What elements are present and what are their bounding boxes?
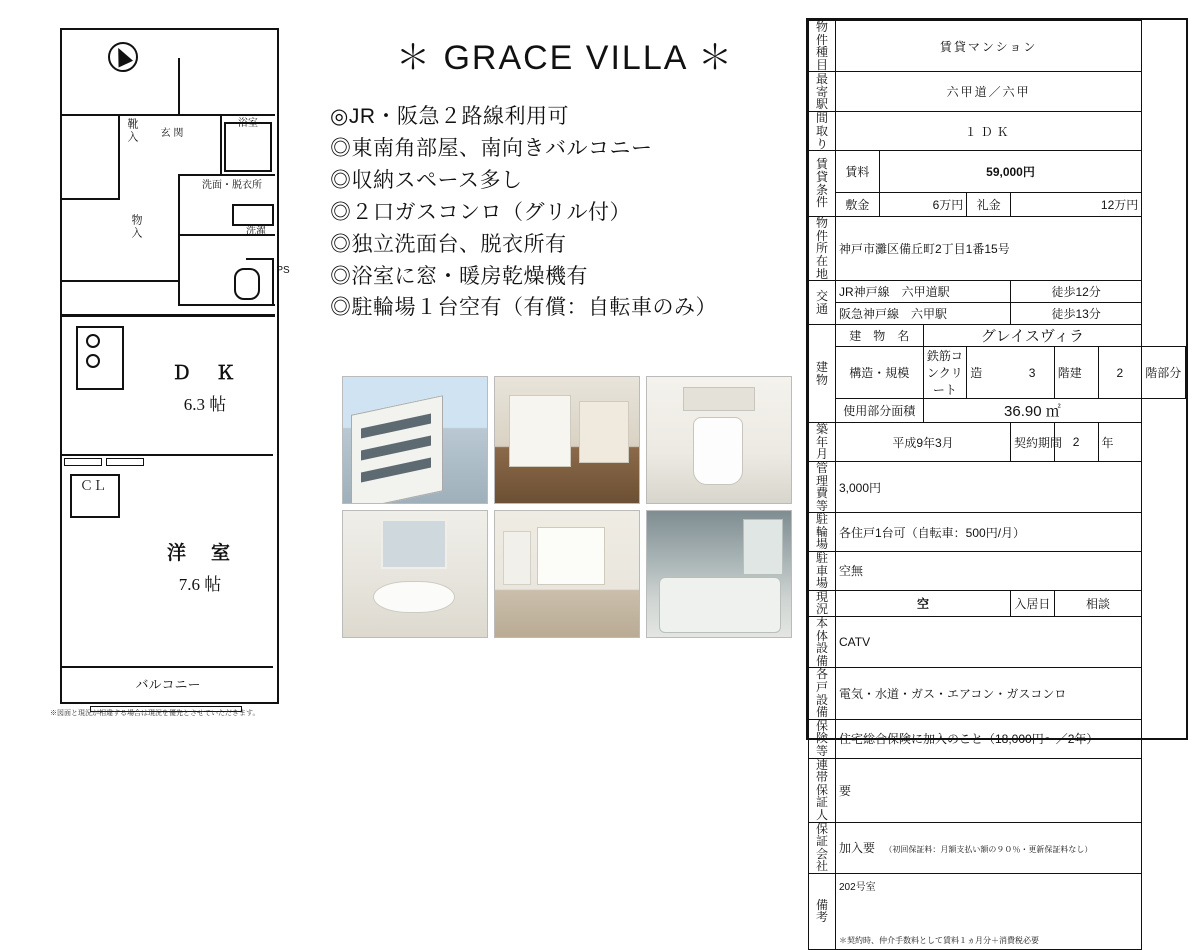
wall [178, 58, 180, 116]
wall [178, 304, 275, 306]
toilet-photo [646, 376, 792, 504]
wall [62, 454, 273, 456]
label-insurance: 保 険 等 [809, 719, 836, 758]
page-title: ＊ GRACE VILLA ＊ [396, 39, 734, 77]
room-western-name: 洋 室 [166, 543, 233, 564]
value-rent: 59,000円 [879, 151, 1142, 193]
value-property-type: 賃貸マンション [836, 21, 1142, 72]
washer-label: 洗濯 [246, 226, 266, 237]
feature-item: ◎独立洗面台、脱衣所有 [330, 232, 567, 256]
living-room-photo [494, 510, 640, 638]
value-insurance: 住宅総合保険に加入のこと（18,000円～／2年） [836, 719, 1142, 758]
label-contract-term: 契約期間 [1011, 423, 1055, 462]
floorplan-caption: ※図面と現況が相違する場合は現況を優先とさせていただきます。 [50, 710, 260, 717]
room-dk [140, 358, 270, 415]
note-guarantee-company: （初回保証料：月額支払い額の９０％・更新保証料なし） [884, 845, 1093, 855]
value-building-equipment: CATV [836, 617, 1142, 668]
value-management-fee: 3,000円 [836, 461, 1142, 512]
wall [60, 280, 180, 282]
kitchen-sink [76, 326, 124, 390]
value-guarantee-company: 加入要 [839, 841, 876, 856]
value-move-in: 相談 [1054, 590, 1142, 616]
access-line-1: JR神戸線 六甲道駅 [836, 281, 1011, 303]
room-western [130, 538, 270, 595]
bathroom-photo [646, 510, 792, 638]
balcony-label: バルコニー [135, 677, 201, 692]
value-address: 神戸市灘区備丘町2丁目1番15号 [836, 217, 1142, 281]
unit-unit-floor: 階部分 [1142, 347, 1186, 399]
value-remarks: 202号室 [839, 881, 876, 893]
room-dk-name: Ｄ Ｋ [171, 363, 238, 384]
unit-contract-term: 年 [1098, 423, 1142, 462]
label-area: 使用部分面積 [836, 399, 924, 423]
label-rent: 賃料 [836, 151, 880, 193]
value-floors: 3 [1011, 347, 1055, 399]
washbasin-unit [232, 204, 274, 226]
label-car-parking: 駐 車 場 [809, 552, 836, 591]
label-unit-equipment: 各戸設備 [809, 668, 836, 719]
wall [178, 174, 180, 236]
closet-label: ＣＬ [79, 478, 106, 493]
room-western-size: 7.6 帖 [178, 575, 222, 594]
feature-item: ◎２口ガスコンロ（グリル付） [330, 200, 631, 224]
label-building-equipment: 本体設備 [809, 617, 836, 668]
value-deposit: 6万円 [879, 193, 967, 217]
wall [62, 666, 273, 668]
label-bicycle-parking: 駐 輪 場 [809, 513, 836, 552]
unit-zou: 造 [970, 366, 983, 381]
window [106, 458, 144, 466]
feature-item: ◎駐輪場１台空有（有償：自転車のみ） [330, 296, 717, 320]
feature-item: ◎東南角部屋、南向きバルコニー [330, 136, 653, 160]
label-access: 交通 [809, 281, 836, 325]
value-guarantor: 要 [836, 758, 1142, 822]
label-built-date: 築 年 月 [809, 423, 836, 462]
listing-copy [330, 30, 800, 324]
label-key-money: 礼金 [967, 193, 1011, 217]
value-bicycle-parking: 各住戸1台可（自転車：500円/月） [836, 513, 1142, 552]
wash-dress-label: 洗面・脱衣所 [202, 180, 262, 191]
wall [272, 258, 274, 304]
label-deposit: 敷金 [836, 193, 880, 217]
bath-label: 浴室 [238, 118, 258, 129]
label-layout: 間取り [809, 112, 836, 151]
label-remarks: 備 考 [809, 873, 836, 949]
value-building-name: グレイスヴィラ [923, 325, 1142, 347]
photo-gallery [342, 376, 792, 638]
room-dk-size: 6.3 帖 [183, 395, 227, 414]
access-walk-1: 徒歩12分 [1011, 281, 1142, 303]
wall [178, 236, 180, 306]
entrance-label: 玄 関 [160, 128, 184, 139]
access-line-2: 阪急神戸線 六甲駅 [836, 303, 1011, 325]
value-car-parking: 空無 [836, 552, 1142, 591]
value-unit-equipment: 電気・水道・ガス・エアコン・ガスコンロ [836, 668, 1142, 719]
wall [178, 114, 275, 116]
wall [118, 114, 120, 200]
unit-floors: 階建 [1054, 347, 1098, 399]
label-management-fee: 管理費等 [809, 461, 836, 512]
washbasin-photo [342, 510, 488, 638]
value-area: 36.90 ㎡ [923, 399, 1142, 423]
label-structure: 構造・規模 [836, 347, 924, 399]
label-building: 建物 [809, 325, 836, 423]
feature-item: ◎JR・阪急２路線利用可 [330, 105, 569, 128]
value-status: 空 [836, 590, 1011, 616]
feature-item: ◎収納スペース多し [330, 168, 523, 192]
label-rent-terms: 賃貸条件 [809, 151, 836, 217]
value-built-date: 平成9年3月 [836, 423, 1011, 462]
wall [246, 258, 274, 260]
exterior-photo [342, 376, 488, 504]
toilet-fixture [234, 268, 260, 300]
value-unit-floor: 2 [1098, 347, 1142, 399]
value-structure: 鉄筋コンクリート [923, 347, 967, 399]
label-nearest-station: 最寄駅 [809, 72, 836, 112]
value-contract-term: 2 [1054, 423, 1098, 462]
window [64, 458, 102, 466]
value-key-money: 12万円 [1011, 193, 1142, 217]
kitchen-photo [494, 376, 640, 504]
value-nearest-station: 六甲道／六甲 [836, 72, 1142, 112]
label-building-name: 建 物 名 [836, 325, 924, 347]
stove-burner-icon [86, 334, 100, 348]
access-walk-2: 徒歩13分 [1011, 303, 1142, 325]
label-move-in: 入居日 [1011, 590, 1055, 616]
label-address: 物件所在地 [809, 217, 836, 281]
stove-burner-icon [86, 354, 100, 368]
shoe-box-label: 靴入 [126, 118, 138, 144]
wall [60, 314, 275, 317]
label-property-type: 物件種目 [809, 21, 836, 72]
north-arrow-icon [108, 42, 138, 72]
value-layout: １ＤＫ [836, 112, 1142, 151]
wall [60, 198, 120, 200]
bathtub [224, 122, 272, 172]
note-remarks: ＊契約時、仲介手数料として賃料１ヵ月分＋消費税必要 [839, 935, 1039, 945]
floorplan [50, 18, 300, 718]
wall [178, 174, 275, 176]
wall [60, 114, 180, 116]
label-guarantee-company: 保 証 会 社 [809, 822, 836, 873]
ps-label: PS [276, 265, 290, 276]
feature-item: ◎浴室に窓・暖房乾燥機有 [330, 264, 588, 288]
spec-table [806, 18, 1188, 945]
wall [220, 114, 222, 176]
storage-label: 物入 [130, 214, 142, 240]
label-guarantor: 連帯保証人 [809, 758, 836, 822]
label-status: 現 況 [809, 590, 836, 616]
